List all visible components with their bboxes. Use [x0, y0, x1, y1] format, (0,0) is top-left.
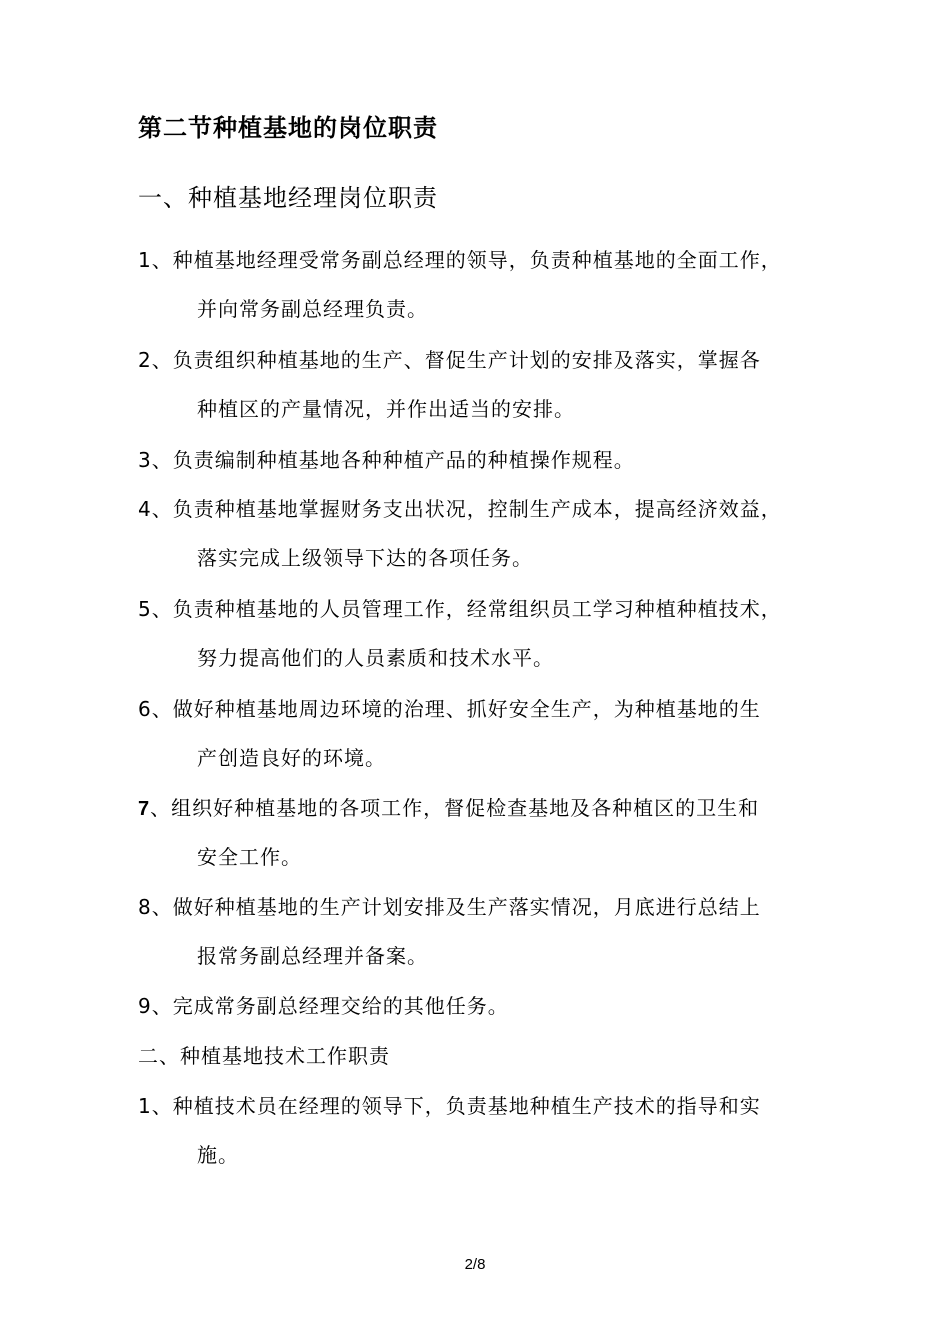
section-heading-technical: 二、种植基地技术工作职责 — [138, 1044, 390, 1068]
item-text: 种植技术员在经理的领导下，负责基地种植生产技术的指导和实 — [172, 1094, 761, 1118]
item-separator: 、 — [151, 994, 173, 1018]
list-item — [138, 996, 509, 1016]
item-number: 3 — [138, 448, 152, 472]
list-item — [138, 897, 761, 917]
section-heading-manager: 一、种植基地经理岗位职责 — [138, 184, 438, 212]
item-continuation: 产创造良好的环境。 — [197, 746, 386, 770]
item-continuation: 落实完成上级领导下达的各项任务。 — [197, 546, 533, 570]
item-continuation: 安全工作。 — [197, 845, 302, 869]
item-text: 组织好种植基地的各项工作，督促检查基地及各种植区的卫生和 — [171, 796, 760, 820]
list-item — [138, 450, 635, 470]
list-item — [138, 599, 782, 619]
list-item — [138, 699, 761, 719]
list-item — [138, 350, 761, 370]
list-item — [138, 250, 782, 270]
page-number: 2/8 — [464, 1256, 486, 1273]
item-number: 4 — [138, 497, 152, 521]
item-number: 2 — [138, 348, 152, 372]
item-number: 8 — [138, 895, 152, 919]
item-number: 1 — [138, 248, 152, 272]
item-continuation: 报常务副总经理并备案。 — [197, 944, 428, 968]
item-continuation: 并向常务副总经理负责。 — [197, 297, 428, 321]
item-text: 做好种植基地的生产计划安排及生产落实情况，月底进行总结上 — [172, 895, 761, 919]
item-separator: 、 — [151, 248, 173, 272]
item-separator: 、 — [151, 697, 173, 721]
item-continuation: 努力提高他们的人员素质和技术水平。 — [197, 646, 554, 670]
item-separator: 、 — [150, 796, 172, 820]
item-separator: 、 — [151, 497, 173, 521]
item-continuation: 种植区的产量情况，并作出适当的安排。 — [197, 397, 575, 421]
page-title: 第二节种植基地的岗位职责 — [138, 114, 438, 142]
item-text: 种植基地经理受常务副总经理的领导，负责种植基地的全面工作， — [172, 248, 782, 272]
item-text: 完成常务副总经理交给的其他任务。 — [172, 994, 509, 1018]
item-number: 7 — [138, 798, 151, 820]
item-text: 负责种植基地的人员管理工作，经常组织员工学习种植种植技术， — [172, 597, 782, 621]
item-number: 9 — [138, 994, 152, 1018]
item-separator: 、 — [151, 1094, 173, 1118]
list-item — [138, 1096, 761, 1116]
item-separator: 、 — [151, 597, 173, 621]
item-number: 5 — [138, 597, 152, 621]
item-continuation: 施。 — [197, 1143, 239, 1167]
item-number: 1 — [138, 1094, 152, 1118]
item-text: 做好种植基地周边环境的治理、抓好安全生产，为种植基地的生 — [172, 697, 761, 721]
item-separator: 、 — [151, 448, 173, 472]
list-item — [138, 499, 782, 519]
list-item — [138, 798, 759, 819]
item-text: 负责种植基地掌握财务支出状况，控制生产成本，提高经济效益， — [172, 497, 782, 521]
item-separator: 、 — [151, 895, 173, 919]
item-text: 负责编制种植基地各种种植产品的种植操作规程。 — [172, 448, 635, 472]
item-number: 6 — [138, 697, 152, 721]
item-separator: 、 — [151, 348, 173, 372]
item-text: 负责组织种植基地的生产、督促生产计划的安排及落实，掌握各 — [172, 348, 761, 372]
